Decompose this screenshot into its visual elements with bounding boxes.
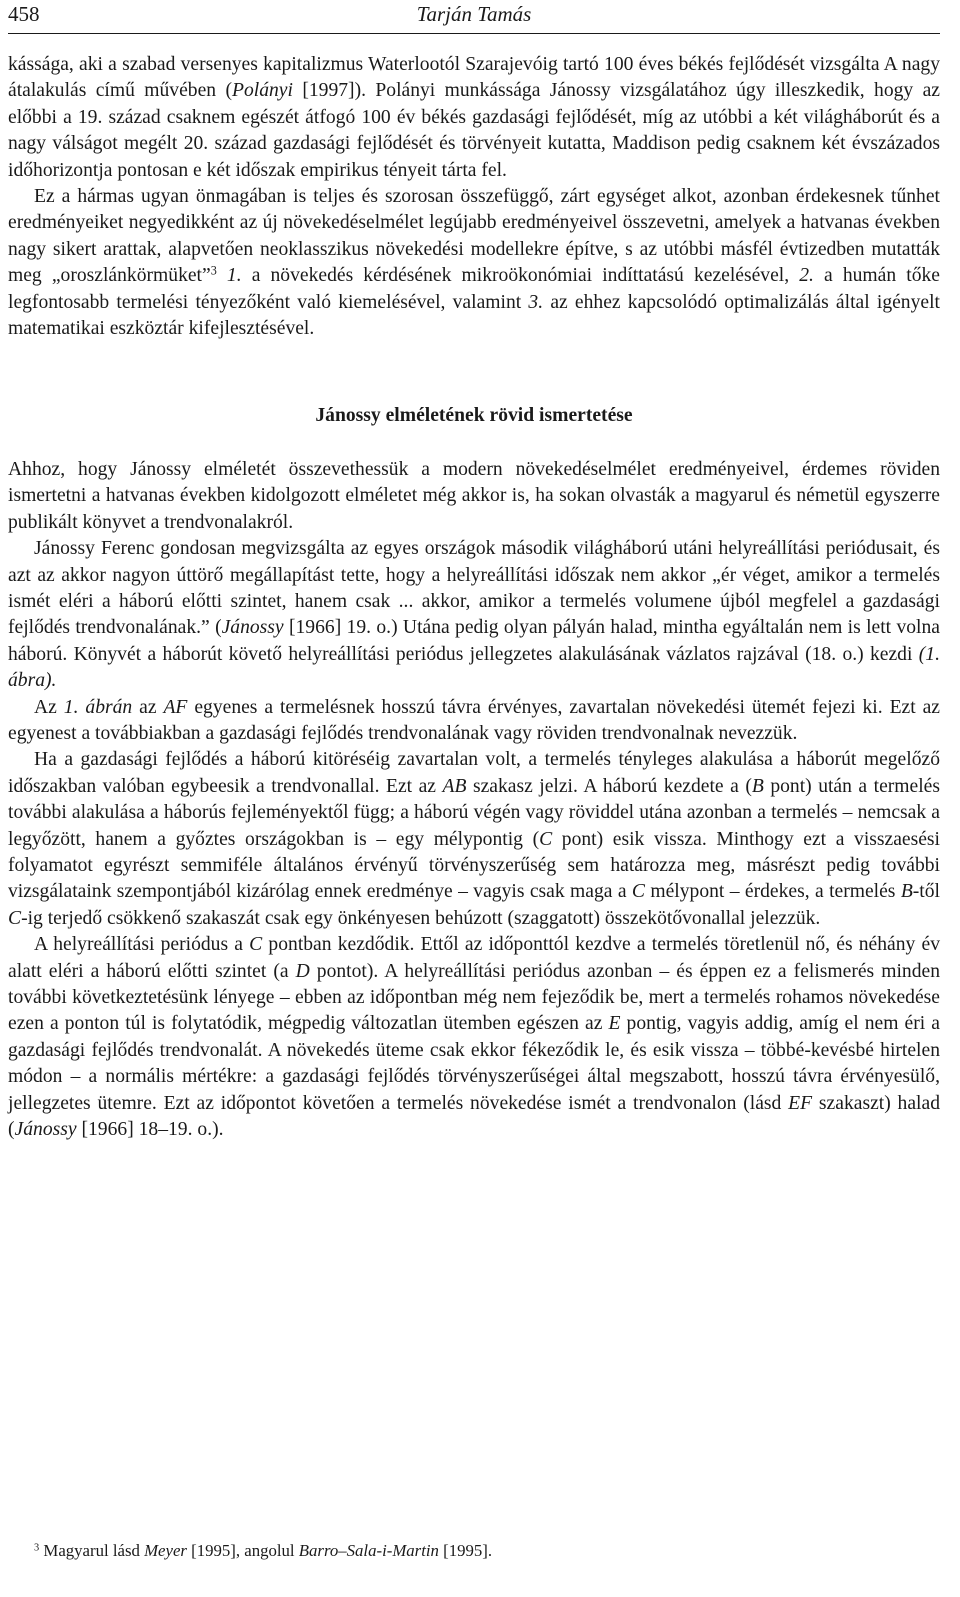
point-label: C [249, 934, 263, 956]
footnote-marker: 3 [34, 1542, 40, 1554]
figure-reference: 1. ábrán [63, 696, 133, 718]
text-span: Magyarul lásd [39, 1541, 145, 1560]
citation-author: Meyer [144, 1541, 187, 1560]
footnote-marker: 3 [210, 263, 217, 278]
text-span: Az [34, 696, 64, 718]
section-title: Jánossy elméletének rövid ismertetése [315, 405, 633, 427]
text-span: pontot). A helyreállítási periódus azonban – és éppen ez a felismerés minden további következtetésünk lényege – ebben az időpontban még nem fejeződik be, mert a termelés rohamos növekedése ezen a ponton túl is folytatódik, mégpedig változatlan ütemben egészen az [8, 960, 941, 1035]
citation-author: Jánossy [221, 617, 284, 639]
segment-label: AF [163, 696, 188, 718]
text-span: szakaszt) halad ( [8, 1092, 940, 1141]
text-span: A helyreállítási periódus a [34, 934, 250, 956]
text-span: mélypont – érdekes, a termelés [644, 881, 901, 903]
text-span: Ez a hármas ugyan önmagában is teljes és szorosan összefüggő, zárt egységet alkot, azonban érdekesnek tűnhet eredményeiket negyedikként az új növekedéselmélet legújabb eredményeivel összevetni, amelyek a hatvanas években nagy sikert arattak, alapvetően neoklasszikus növekedési modellekre építve, s az utóbbi másfél évtizedben mutatták meg „oroszlánkörmüket” [8, 186, 940, 287]
text-span: Ha a gazdasági fejlődés a háború kitöréséig zavartalan volt, a termelés tényleges alakulása a háborút megelőző időszakban valóban egybeesik a trendvonallal. Ezt az [8, 749, 940, 797]
list-number: 1. [226, 265, 242, 287]
list-number: 2. [799, 265, 814, 287]
text-span: pontig, vagyis addig, amíg el nem éri a gazdasági fejlődés trendvonalát. A növekedés üteme csak ekkor fékeződik le, és esik vissza – többé-kevésbé hirtelen módon – a normális mértékre: a gazdasági fejlődés törvényszerűségei által megszabott, hosszú távra érvényesülő, jellegzetes ütemre. Ezt az időpontot követően a termelés növekedése ismét a trendvonalon (lásd [8, 1013, 940, 1114]
paragraph-5 [8, 695, 940, 748]
figure-reference: (1. ábra). [8, 643, 940, 692]
segment-label: AB [442, 775, 467, 797]
header-rule [8, 33, 940, 34]
text-span: egyenes a termelésnek hosszú távra érvényes, zavartalan növekedési ütemét fejezi ki. Ezt az egyenest a továbbiakban a gazdasági fejlődés trendvonalának vagy röviden trendvonalnak nevezzük. [8, 696, 940, 744]
text-span: [1966] 19. o.) Utána pedig olyan pályán halad, mintha egyáltalán nem is lett volna háború. Könyvét a háborút követő helyreállítási periódus jellegzetes alakulásának vázlatos rajzával (18. o.) kezdi [8, 617, 940, 665]
text-span: [1995]. [438, 1541, 493, 1560]
text-span: -től [912, 881, 940, 903]
paragraph-4 [8, 536, 940, 694]
point-label: C [631, 881, 645, 903]
text-span: [1966] 18–19. o.). [76, 1119, 224, 1141]
point-label: C [8, 907, 22, 929]
point-label: B [900, 881, 913, 903]
text-span: -ig terjedő csökkenő szakaszát csak egy önkényesen behúzott (szaggatott) összekötővonallal jelezzük. [21, 907, 821, 929]
paragraph-2 [8, 184, 940, 342]
text-span: a humán tőke legfontosabb termelési tényezőként való kiemelésével, valamint [8, 265, 940, 313]
citation-author: Jánossy [14, 1119, 77, 1141]
point-label: D [295, 960, 310, 982]
paragraph-3 [8, 457, 940, 536]
text-span: Jánossy Ferenc gondosan megvizsgálta az egyes országok második világháború utáni helyreállítási periódusait, és azt az akkor nagyon úttörő megállapítást tette, hogy a helyreállítási időszak nem akkor „ér véget, amikor a termelés ismét eléri a háború előtti szintet, hanem csak ... akkor, amikor a termelés volumene újból megfelel a gazdasági fejlődés trendvonalának.” ( [8, 538, 940, 639]
page-number: 458 [8, 2, 40, 26]
text-span: az ehhez kapcsolódó optimalizálás által igényelt matematikai eszköztár kifejlesztésével. [8, 291, 940, 340]
body-text [8, 52, 940, 1143]
text-span: Ahhoz, hogy Jánossy elméletét összevethessük a modern növekedéselmélet eredményeivel, érdemes röviden ismertetni a hatvanas években kidolgozott elméletet még akkor is, ha sokan olvasták a magyarul és németül egyszerre publikált könyvet a trendvonalakról. [8, 458, 940, 533]
point-label: C [539, 828, 553, 850]
paragraph-6 [8, 747, 940, 932]
text-span: [1995], angolul [186, 1541, 299, 1560]
text-span: az [132, 696, 164, 718]
text-span [217, 265, 227, 286]
point-label: B [751, 775, 764, 797]
paragraph-1 [8, 52, 940, 184]
running-head: Tarján Tamás [416, 2, 532, 26]
page-header [8, 0, 940, 36]
text-span: [1997]). Polányi munkássága Jánossy vizsgálatához úgy illeszkedik, hogy az előbbi a 19. század csaknem egészét átfogó 100 év békés gazdasági fejlődését, míg az utóbbi a két világháborút és a nagy válságot megélt 20. század gazdasági fejlődését és törvényeit kutatta, Maddison pedig csaknem két évszázados időhorizontja pontosan e két időszak empirikus tényeit tárta fel. [8, 80, 940, 181]
text-span: pont) után a termelés további alakulása a háborús fejleményektől függ; a háború végén vagy röviddel utána azonban a termelés – nemcsak a legyőzött, hanem a győztes országokban is – egy mélypontig ( [8, 775, 940, 850]
point-label: E [608, 1013, 621, 1035]
text-span: pontban kezdődik. Ettől az időponttól kezdve a termelés töretlenül nő, és néhány év alatt eléri a háború előtti szintet (a [8, 934, 941, 982]
text-span: a növekedés kérdésének mikroökonómiai indíttatású kezelésével, [241, 265, 800, 287]
list-number: 3. [528, 291, 544, 313]
footnote-3 [8, 1540, 940, 1562]
text-span: pont) esik vissza. Minthogy ezt a visszaesési folyamatot egyrészt semmiféle általános érvényű törvényszerűség sem határozza meg, másrészt pedig további vizsgálataink szempontjából kizárólag ennek eredménye – vagyis csak maga a [8, 828, 940, 903]
paragraph-7 [8, 932, 940, 1143]
citation-author: Polányi [232, 80, 293, 102]
citation-author: Barro–Sala-i-Martin [298, 1541, 439, 1560]
paper-page [8, 0, 940, 1597]
text-span: szakasz jelzi. A háború kezdete a ( [466, 775, 752, 797]
segment-label: EF [788, 1092, 813, 1114]
text-span: kássága, aki a szabad versenyes kapitalizmus Waterlootól Szarajevóig tartó 100 éves békés fejlődését vizsgálta A nagy átalakulás című művében ( [8, 54, 940, 102]
